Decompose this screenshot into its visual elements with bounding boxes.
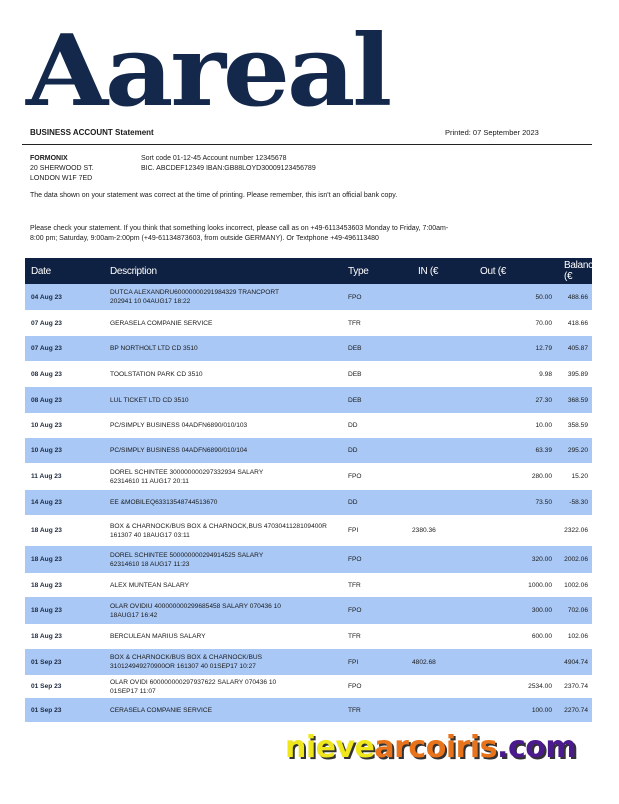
type-cell: FPO bbox=[348, 597, 400, 624]
date-cell: 08 Aug 23 bbox=[25, 387, 110, 413]
watermark-text bbox=[285, 730, 576, 765]
balance-cell: 488.66 bbox=[564, 284, 592, 310]
account-details bbox=[141, 154, 316, 174]
table-row bbox=[25, 387, 592, 413]
description-cell bbox=[110, 387, 348, 413]
description-line-1: BP NORTHOLT LTD CD 3510 bbox=[110, 345, 198, 352]
in-amount-cell bbox=[400, 413, 480, 438]
type-cell: DEB bbox=[348, 387, 400, 413]
out-amount-cell: 100.00 bbox=[480, 698, 564, 722]
table-row bbox=[25, 675, 592, 698]
out-amount-cell bbox=[480, 649, 564, 675]
description-cell bbox=[110, 490, 348, 515]
description-cell bbox=[110, 597, 348, 624]
in-amount-cell bbox=[400, 546, 480, 573]
watermark-part-1: nieve bbox=[285, 730, 375, 765]
table-row bbox=[25, 698, 592, 722]
description-line-1: EE &MOBILEQ63313548744513670 bbox=[110, 499, 218, 506]
bank-logo: Aareal bbox=[26, 14, 390, 129]
description-line-1: OLAR OVIDI 600000000297937622 SALARY 070436 10 bbox=[110, 678, 277, 686]
description-line-1: BOX & CHARNOCK/BUS BOX & CHARNOCK/BUS bbox=[110, 654, 263, 661]
table-header-row bbox=[25, 258, 592, 284]
balance-cell: 702.06 bbox=[564, 597, 592, 624]
type-cell: DEB bbox=[348, 370, 362, 378]
out-amount-cell: 10.00 bbox=[535, 422, 552, 429]
balance-cell: 1002.06 bbox=[564, 581, 588, 589]
date-cell: 10 Aug 23 bbox=[25, 438, 110, 463]
disclaimer-note: The data shown on your statement was correct at the time of printing. Please remember, this isn't an official bank copy. bbox=[30, 192, 398, 199]
in-amount-cell: 4802.68 bbox=[400, 649, 480, 675]
type-cell: FPO bbox=[348, 683, 362, 690]
description-line-1: GERASELA COMPANIE SERVICE bbox=[110, 319, 213, 327]
out-amount-cell: 300.00 bbox=[480, 597, 564, 624]
col-header-out: Out (€ bbox=[480, 258, 564, 284]
in-amount-cell bbox=[400, 573, 480, 597]
address-line-2: LONDON W1F 7ED bbox=[30, 175, 93, 182]
statement-title: BUSINESS ACCOUNT Statement bbox=[30, 128, 154, 137]
description-line-1: PC/SIMPLY BUSINESS 04ADFN6890/010/103 bbox=[110, 422, 248, 429]
balance-cell: 15.20 bbox=[571, 473, 588, 480]
col-header-description: Description bbox=[110, 258, 348, 284]
description-line-1: PC/SIMPLY BUSINESS 04ADFN6890/010/104 bbox=[110, 447, 248, 454]
description-line-1: LUL TICKET LTD CD 3510 bbox=[110, 396, 189, 404]
col-header-in: IN (€ bbox=[400, 258, 480, 284]
date-cell: 08 Aug 23 bbox=[31, 370, 62, 378]
out-amount-cell: 63.39 bbox=[480, 438, 564, 463]
description-cell bbox=[110, 675, 348, 698]
description-line-1: OLAR OVIDIU 400000000299685458 SALARY 070436 10 bbox=[110, 602, 281, 610]
in-amount-cell bbox=[400, 310, 480, 336]
type-cell: FPO bbox=[348, 546, 400, 573]
balance-cell: 2370.74 bbox=[564, 683, 588, 690]
in-amount-cell bbox=[400, 284, 480, 310]
in-amount-cell bbox=[400, 698, 480, 722]
table-row bbox=[25, 310, 592, 336]
sort-code-account-number: Sort code 01-12-45 Account number 12345678 bbox=[141, 155, 287, 162]
date-cell: 10 Aug 23 bbox=[31, 422, 62, 429]
balance-cell: 358.59 bbox=[567, 422, 588, 429]
description-line-1: CERASELA COMPANIE SERVICE bbox=[110, 706, 212, 714]
out-amount-cell: 73.50 bbox=[480, 490, 564, 515]
table-row bbox=[25, 597, 592, 624]
description-cell bbox=[110, 624, 348, 649]
out-amount-cell: 70.00 bbox=[535, 319, 552, 327]
balance-cell: -58.30 bbox=[564, 490, 592, 515]
out-amount-cell: 27.30 bbox=[480, 387, 564, 413]
description-line-2: 01SEP17 11:07 bbox=[110, 687, 156, 695]
in-amount-cell bbox=[400, 361, 480, 387]
date-cell: 18 Aug 23 bbox=[31, 633, 62, 640]
contact-note: Please check your statement. If you think that something looks incorrect, please call as on +49-6113453603 Monday to Friday, 7:00am-8:00 pm; Saturday, 9:00am-2:00pm (+49-61134873603, from outside GERMANY). Or Textphone +49-496113480 bbox=[30, 225, 449, 242]
date-cell: 14 Aug 23 bbox=[25, 490, 110, 515]
table-row bbox=[25, 490, 592, 515]
type-cell: FPO bbox=[348, 473, 362, 480]
table-row bbox=[25, 463, 592, 490]
table-row bbox=[25, 336, 592, 361]
in-amount-cell bbox=[400, 336, 480, 361]
in-amount-cell bbox=[400, 597, 480, 624]
watermark-part-3: .com bbox=[497, 730, 577, 765]
date-cell: 18 Aug 23 bbox=[31, 581, 62, 589]
out-amount-cell: 2534.00 bbox=[528, 683, 552, 690]
type-cell: FPI bbox=[348, 527, 359, 534]
date-cell: 07 Aug 23 bbox=[31, 319, 62, 327]
date-cell: 01 Sep 23 bbox=[31, 683, 62, 690]
table-row bbox=[25, 624, 592, 649]
transactions-table bbox=[25, 258, 599, 722]
description-cell bbox=[110, 284, 348, 310]
type-cell: TFR bbox=[348, 698, 400, 722]
description-cell bbox=[110, 515, 348, 546]
description-cell bbox=[110, 413, 348, 438]
description-cell bbox=[110, 438, 348, 463]
date-cell: 01 Sep 23 bbox=[25, 698, 110, 722]
balance-cell: 405.87 bbox=[564, 336, 592, 361]
description-line-2: 202941 10 04AUG17 18:22 bbox=[110, 298, 191, 305]
description-line-2: 161307 40 18AUG17 03:11 bbox=[110, 531, 190, 539]
statement-title-bar bbox=[22, 125, 592, 145]
date-cell: 11 Aug 23 bbox=[31, 473, 62, 480]
balance-cell: 368.59 bbox=[564, 387, 592, 413]
type-cell: TFR bbox=[348, 581, 361, 589]
balance-cell: 295.20 bbox=[564, 438, 592, 463]
out-amount-cell bbox=[480, 515, 564, 546]
out-amount-cell: 320.00 bbox=[480, 546, 564, 573]
in-amount-cell bbox=[400, 438, 480, 463]
col-header-date: Date bbox=[25, 258, 110, 284]
type-cell: TFR bbox=[348, 319, 361, 327]
in-amount-cell bbox=[400, 387, 480, 413]
bic-iban: BIC. ABCDEF12349 IBAN:GB88LOYD30009123456789 bbox=[141, 165, 316, 172]
description-cell bbox=[110, 361, 348, 387]
type-cell: FPO bbox=[348, 284, 400, 310]
in-amount-cell bbox=[400, 490, 480, 515]
table-row bbox=[25, 515, 592, 546]
description-cell bbox=[110, 336, 348, 361]
out-amount-cell: 9.98 bbox=[539, 370, 552, 378]
in-amount-cell bbox=[400, 624, 480, 649]
in-amount-cell bbox=[400, 675, 480, 698]
date-cell: 18 Aug 23 bbox=[25, 597, 110, 624]
table-row bbox=[25, 361, 592, 387]
table-row bbox=[25, 413, 592, 438]
description-line-1: DOREL SCHINTEE 300000000297332934 SALARY bbox=[110, 468, 264, 476]
balance-cell: 418.66 bbox=[567, 319, 588, 327]
date-cell: 04 Aug 23 bbox=[25, 284, 110, 310]
date-cell: 07 Aug 23 bbox=[25, 336, 110, 361]
description-line-1: BOX & CHARNOCK/BUS BOX & CHARNOCK,BUS 4703041128109400R bbox=[110, 522, 327, 530]
out-amount-cell: 50.00 bbox=[480, 284, 564, 310]
description-cell bbox=[110, 649, 348, 675]
table-row bbox=[25, 284, 592, 310]
balance-cell: 395.89 bbox=[567, 370, 588, 378]
description-cell bbox=[110, 698, 348, 722]
type-cell: DD bbox=[348, 490, 400, 515]
description-line-1: TOOLSTATION PARK CD 3510 bbox=[110, 370, 203, 378]
description-cell bbox=[110, 546, 348, 573]
address-line-1: 20 SHERWOOD ST. bbox=[30, 165, 94, 172]
date-cell: 01 Sep 23 bbox=[25, 649, 110, 675]
col-header-balance: Balance (€ bbox=[564, 260, 599, 282]
type-cell: TFR bbox=[348, 633, 361, 640]
description-line-1: DUTCA ALEXANDRU60000000291984329 TRANCPORT bbox=[110, 289, 280, 296]
description-cell bbox=[110, 573, 348, 597]
description-cell bbox=[110, 310, 348, 336]
table-row bbox=[25, 573, 592, 597]
table-row bbox=[25, 438, 592, 463]
description-line-1: BERCULEAN MARIUS SALARY bbox=[110, 633, 206, 640]
in-amount-cell: 2380.36 bbox=[412, 527, 436, 534]
balance-cell: 2322.06 bbox=[564, 527, 588, 534]
date-cell: 18 Aug 23 bbox=[31, 527, 62, 534]
balance-cell: 4904.74 bbox=[564, 649, 592, 675]
type-cell: FPI bbox=[348, 649, 400, 675]
description-line-2: 18AUG17 16:42 bbox=[110, 611, 158, 619]
date-cell: 18 Aug 23 bbox=[25, 546, 110, 573]
description-line-2: 62314610 11 AUG17 20:11 bbox=[110, 477, 189, 485]
description-line-2: 62314610 18 AUG17 11:23 bbox=[110, 560, 190, 568]
description-line-2: 310124949270900OR 161307 40 01SEP17 10:27 bbox=[110, 663, 256, 670]
company-name: FORMONIX bbox=[30, 155, 68, 162]
type-cell: DD bbox=[348, 438, 400, 463]
printed-date: Printed: 07 September 2023 bbox=[445, 128, 539, 137]
out-amount-cell: 600.00 bbox=[531, 633, 552, 640]
balance-cell: 2270.74 bbox=[564, 698, 592, 722]
customer-address bbox=[30, 154, 94, 184]
type-cell: DD bbox=[348, 422, 358, 429]
balance-cell: 102.06 bbox=[567, 633, 588, 640]
col-header-type: Type bbox=[348, 258, 400, 284]
description-line-1: DOREL SCHINTEE 500000000294914525 SALARY bbox=[110, 551, 264, 559]
type-cell: DEB bbox=[348, 336, 400, 361]
out-amount-cell: 1000.00 bbox=[528, 581, 552, 589]
balance-cell: 2002.06 bbox=[564, 546, 592, 573]
description-cell bbox=[110, 463, 348, 490]
out-amount-cell: 12.79 bbox=[480, 336, 564, 361]
watermark-part-2: arcoiris bbox=[374, 730, 498, 765]
out-amount-cell: 280.00 bbox=[531, 473, 552, 480]
table-row bbox=[25, 649, 592, 675]
in-amount-cell bbox=[400, 463, 480, 490]
description-line-1: ALEX MUNTEAN SALARY bbox=[110, 581, 190, 589]
table-row bbox=[25, 546, 592, 573]
